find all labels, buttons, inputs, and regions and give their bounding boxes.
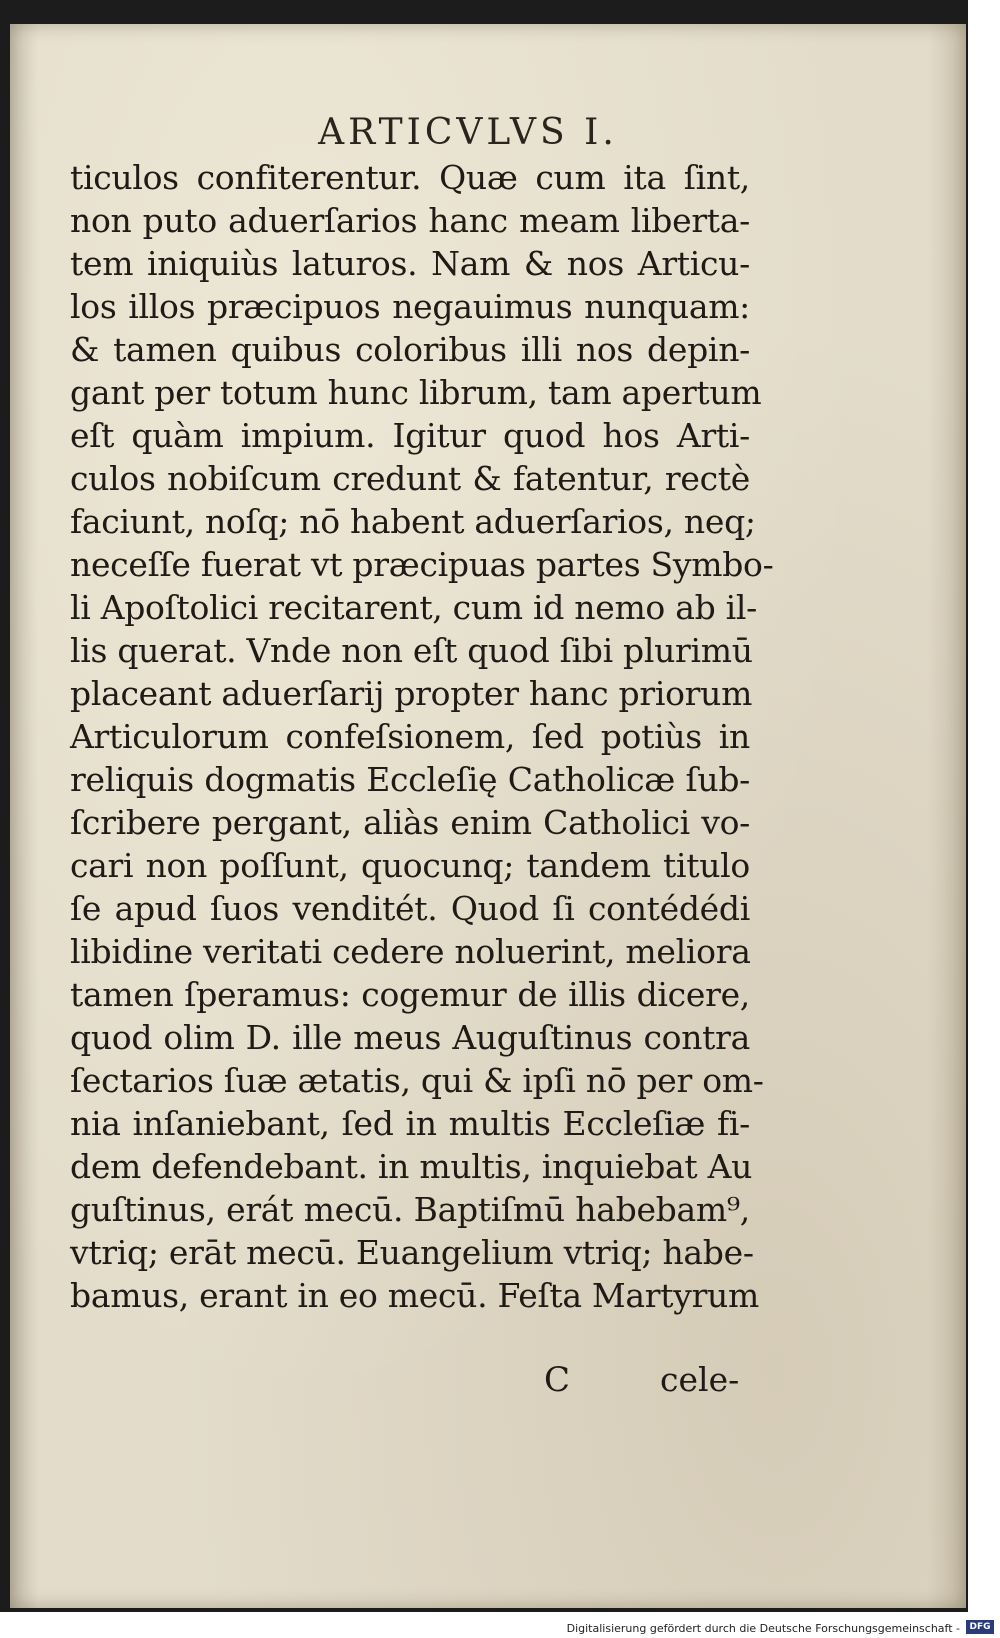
text-line: placeant aduerſarij propter hanc priorum [70,674,753,713]
text-line: gant per totum hunc librum, tam apertum [70,373,762,412]
text-line: nia inſaniebant, ſed in multis Eccleſiæ fi- [70,1104,750,1143]
running-head: ARTICVLVS I. [318,112,618,153]
text-line: neceſſe fuerat vt præcipuas partes Symbo- [70,545,774,584]
text-line: & tamen quibus coloribus illi nos depin- [70,330,750,369]
text-line: tem iniquiùs laturos. Nam & nos Articu- [70,244,750,283]
text-line: los illos præcipuos negauimus nunquam: [70,287,750,326]
text-line: reliquis dogmatis Eccleſię Catholicæ ſub- [70,760,750,799]
text-line: culos nobiſcum credunt & fatentur, rectè [70,459,750,498]
text-line: ſe apud ſuos venditét. Quod ſi contédédi [70,889,750,928]
text-line: bamus, erant in eo mecū. Feſta Martyrum [70,1276,759,1315]
catchword: cele- [660,1360,740,1399]
text-line: ſcribere pergant, aliàs enim Catholici vo- [70,803,750,842]
dfg-logo: DFG [966,1620,994,1634]
footer-credit: Digitalisierung gefördert durch die Deutsche Forschungsgemeinschaft - [566,1622,960,1635]
text-line: cari non poſſunt, quocunq; tandem titulo [70,846,750,885]
body-text [70,156,774,1317]
text-line: eſt quàm impium. Igitur quod hos Arti- [70,416,750,455]
text-line: libidine veritati cedere noluerint, meliora [70,932,751,971]
text-line: lis querat. Vnde non eſt quod ſibi plurimū [70,631,753,670]
signature-mark: C [544,1360,571,1400]
text-line: non puto aduerſarios hanc meam liberta- [70,201,750,240]
book-page [10,24,966,1608]
text-line: dem defendebant. in multis, inquiebat Au [70,1147,753,1186]
text-line: vtriq; erāt mecū. Euangelium vtriq; habe- [70,1233,754,1272]
text-line: Articulorum confeſsionem, ſed potiùs in [70,717,750,756]
text-line: ſectarios ſuæ ætatis, qui & ipſi nō per om- [70,1061,764,1100]
text-line: li Apoſtolici recitarent, cum id nemo ab il- [70,588,757,627]
text-line: tamen ſperamus: cogemur de illis dicere, [70,975,750,1014]
text-line: quod olim D. ille meus Auguſtinus contra [70,1018,750,1057]
text-line: ticulos confiterentur. Quæ cum ita ſint, [70,158,750,197]
text-line: guſtinus, erát mecū. Baptiſmū habebam⁹, [70,1190,750,1229]
text-line: faciunt, noſq; nō habent aduerſarios, neq; [70,502,756,541]
